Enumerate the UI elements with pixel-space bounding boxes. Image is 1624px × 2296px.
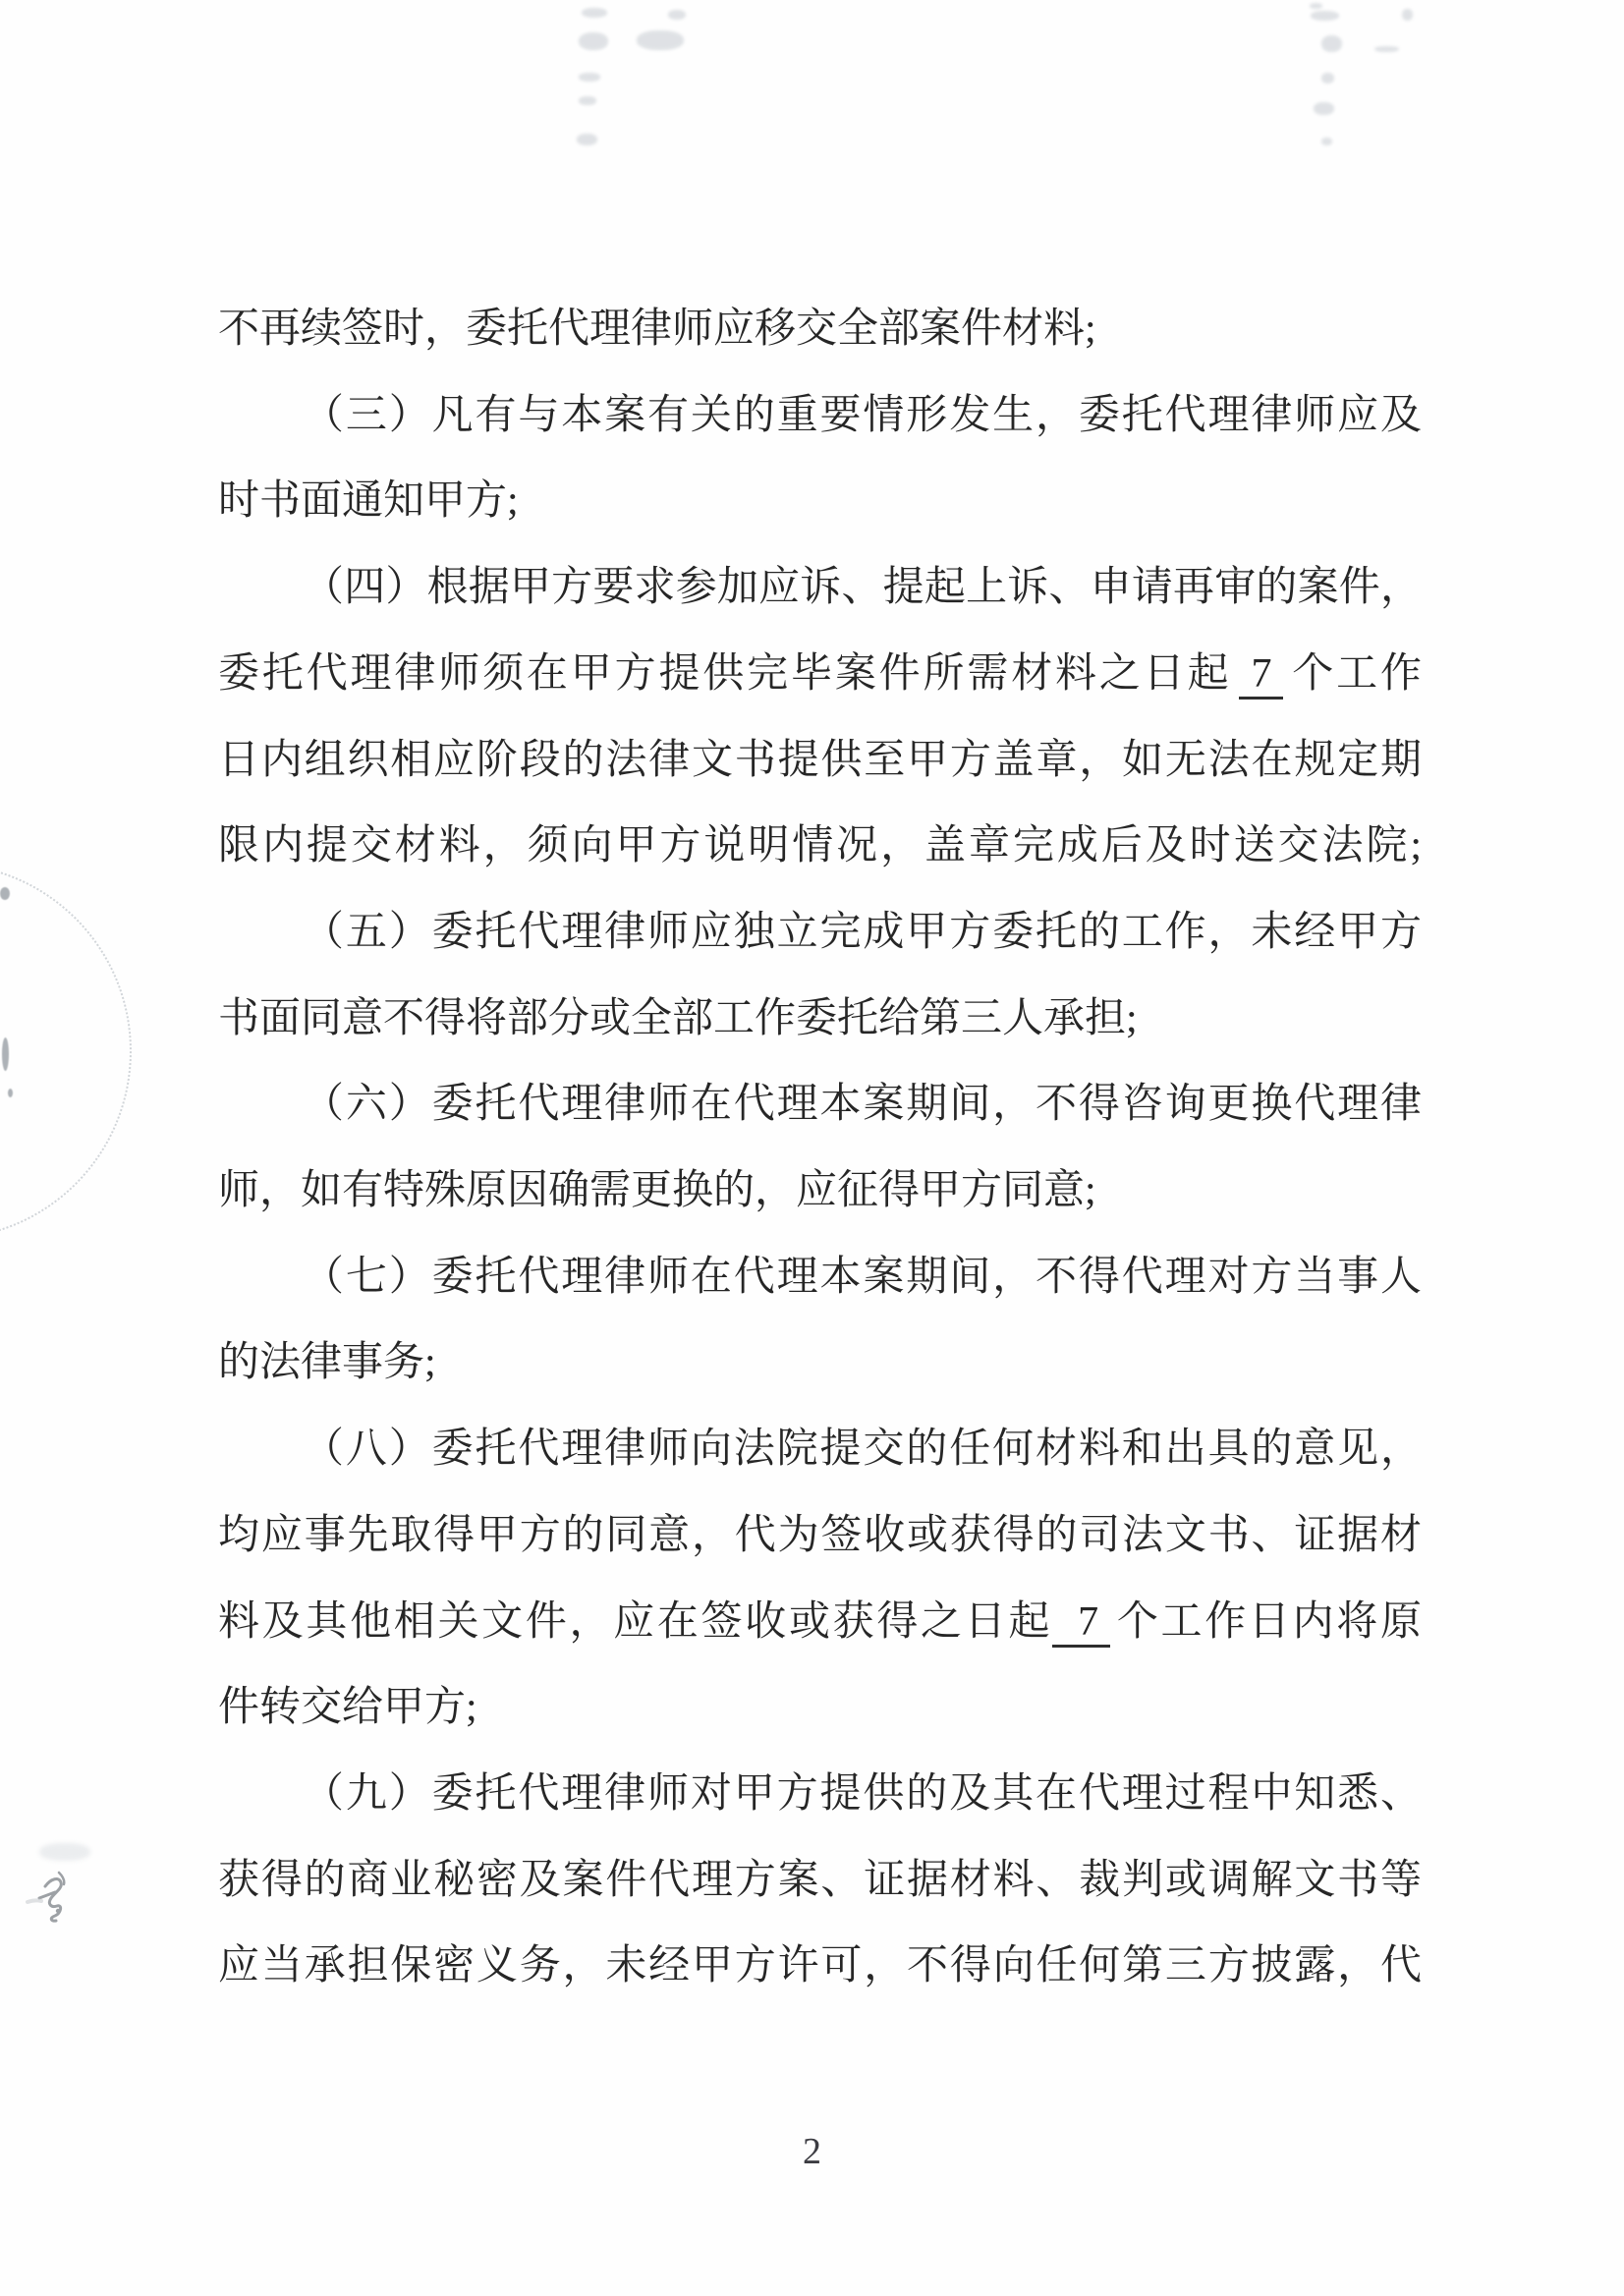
text-line [218,1320,1422,1407]
scan-speck [2,1037,9,1071]
line-text: 个工作日内将原 [1114,1598,1422,1645]
line-text: 应当承担保密义务，未经甲方许可，不得向任何第三方披露，代 [218,1943,1422,1989]
scan-smudge [1311,11,1339,21]
text-line-clause-9 [218,1752,1422,1838]
line-text: （九）委托代理律师对甲方提供的及其在代理过程中知悉、 [303,1770,1422,1817]
scan-speck [0,887,10,900]
line-text: （六）委托代理律师在代理本案期间，不得咨询更换代理律 [303,1082,1422,1128]
underlined-fill-in-value: 7 [1239,651,1283,700]
scan-smudge [1402,9,1413,21]
text-line [218,804,1422,890]
text-line-clause-4 [218,545,1422,632]
underlined-fill-in-value: 7 [1052,1599,1110,1648]
stamp-ghost-circle [0,863,132,1240]
line-text: （八）委托代理律师向法院提交的任何材料和出具的意见， [303,1427,1422,1473]
scan-smudge [1310,3,1322,9]
text-line [218,977,1422,1063]
line-text: 均应事先取得甲方的同意，代为签收或获得的司法文书、证据材 [218,1512,1422,1558]
text-line [218,718,1422,805]
scan-smudge [1321,138,1332,145]
text-line [218,1924,1422,2010]
text-line [218,1148,1422,1235]
line-text: 限内提交材料，须向甲方说明情况，盖章完成后及时送交法院; [218,823,1422,869]
text-line [218,459,1422,545]
text-line [218,1580,1422,1666]
scan-smudge [1374,46,1399,52]
line-text: （四）根据甲方要求参加应诉、提起上诉、申请再审的案件， [303,565,1422,611]
line-text: 师，如有特殊原因确需更换的，应征得甲方同意; [218,1168,1096,1214]
line-text: 日内组织相应阶段的法律文书提供至甲方盖章，如无法在规定期 [218,737,1422,783]
line-text: 个工作 [1289,650,1422,697]
scan-smudge [579,73,600,82]
line-text: 料及其他相关文件，应在签收或获得之日起 [218,1598,1053,1645]
text-line [218,1493,1422,1580]
line-text: 不再续签时，委托代理律师应移交全部案件材料; [218,307,1096,352]
scan-speck [8,1089,13,1097]
text-line [218,287,1422,373]
scan-smudge [39,1843,90,1861]
text-line [218,1665,1422,1752]
line-text: 件转交给甲方; [218,1685,477,1731]
line-text: （五）委托代理律师应独立完成甲方委托的工作，未经甲方 [303,909,1422,955]
scan-smudge [1314,102,1334,115]
scan-smudge [668,10,686,20]
line-text: 委托代理律师须在甲方提供完毕案件所需材料之日起 [218,650,1232,697]
text-line-clause-8 [218,1407,1422,1493]
line-text: （七）委托代理律师在代理本案期间，不得代理对方当事人 [303,1254,1422,1300]
document-body [218,287,1422,2010]
scan-smudge [577,134,597,145]
text-line [218,1838,1422,1925]
page-number: 2 [803,2131,821,2172]
text-line-clause-3 [218,373,1422,460]
scan-smudge [1321,73,1334,84]
line-text: 时书面通知甲方; [218,478,519,525]
scan-smudge [637,30,684,50]
text-line [218,632,1422,718]
text-line-clause-6 [218,1062,1422,1148]
line-text: 获得的商业秘密及案件代理方案、证据材料、裁判或调解文书等 [218,1857,1422,1903]
scan-smudge [579,32,608,50]
scan-smudge [582,8,607,18]
scan-smudge [1321,35,1342,52]
line-text: （三）凡有与本案有关的重要情形发生，委托代理律师应及 [303,392,1422,438]
line-text: 的法律事务; [218,1340,436,1386]
scan-smudge [579,96,596,105]
line-text: 书面同意不得将部分或全部工作委托给第三人承担; [218,995,1138,1041]
handwritten-mark [26,1865,79,1928]
text-line-clause-5 [218,890,1422,977]
text-line-clause-7 [218,1235,1422,1321]
